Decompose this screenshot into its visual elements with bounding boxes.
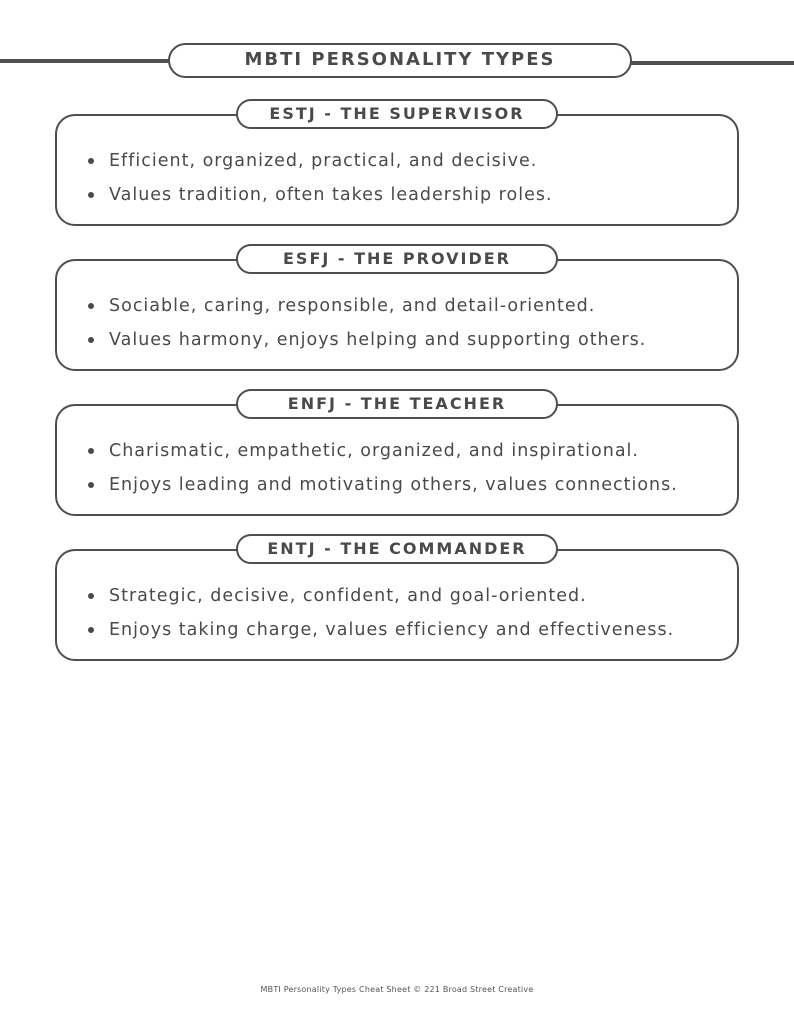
bullet-icon [88, 627, 94, 633]
point-text: Efficient, organized, practical, and decisive. [109, 151, 538, 171]
header-rule-right [628, 61, 794, 65]
type-card-enfj [55, 404, 739, 516]
type-card-entj [55, 549, 739, 661]
type-card-esfj [55, 259, 739, 371]
type-label-estj: ESTJ - THE SUPERVISOR [236, 99, 558, 129]
point-text: Sociable, caring, responsible, and detail-oriented. [109, 296, 596, 316]
list-item [57, 144, 553, 178]
list-item [57, 178, 553, 212]
bullet-icon [88, 337, 94, 343]
point-text: Enjoys leading and motivating others, values connections. [109, 475, 678, 495]
type-points-esfj [57, 289, 646, 357]
point-text: Values tradition, often takes leadership roles. [109, 185, 553, 205]
bullet-icon [88, 303, 94, 309]
list-item [57, 289, 646, 323]
bullet-icon [88, 448, 94, 454]
point-text: Enjoys taking charge, values efficiency and effectiveness. [109, 620, 675, 640]
bullet-icon [88, 192, 94, 198]
footer-credit: MBTI Personality Types Cheat Sheet © 221 Broad Street Creative [260, 985, 534, 994]
type-label-enfj: ENFJ - THE TEACHER [236, 389, 558, 419]
header-rule-left [0, 59, 172, 63]
bullet-icon [88, 482, 94, 488]
point-text: Values harmony, enjoys helping and supporting others. [109, 330, 647, 350]
type-points-entj [57, 579, 674, 647]
list-item [57, 579, 674, 613]
list-item [57, 434, 678, 468]
point-text: Strategic, decisive, confident, and goal-oriented. [109, 586, 587, 606]
list-item [57, 323, 646, 357]
list-item [57, 613, 674, 647]
bullet-icon [88, 593, 94, 599]
page-title: MBTI PERSONALITY TYPES [168, 43, 632, 78]
point-text: Charismatic, empathetic, organized, and inspirational. [109, 441, 639, 461]
type-label-esfj: ESFJ - THE PROVIDER [236, 244, 558, 274]
type-label-entj: ENTJ - THE COMMANDER [236, 534, 558, 564]
type-points-enfj [57, 434, 678, 502]
bullet-icon [88, 158, 94, 164]
type-card-estj [55, 114, 739, 226]
list-item [57, 468, 678, 502]
type-points-estj [57, 144, 553, 212]
